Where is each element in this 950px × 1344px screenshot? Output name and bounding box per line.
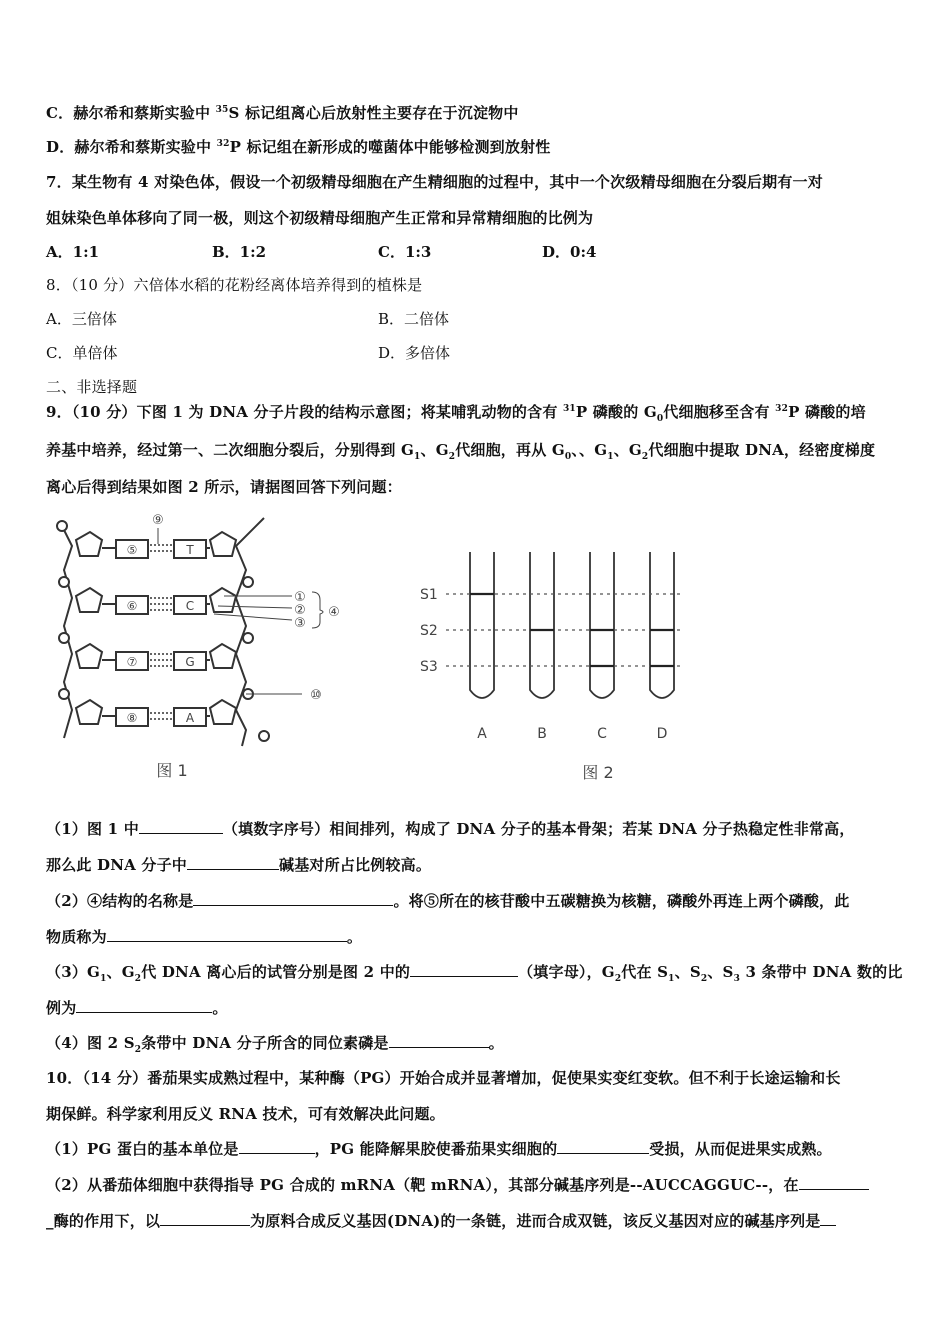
tube-a	[470, 552, 494, 698]
q9-stem-line1: 9．（10 分）下图 1 为 DNA 分子片段的结构示意图；将某哺乳动物的含有 $^{31}$P 磷酸的 $G_0$代细胞移至含有 $^{32}$P 磷酸的培	[46, 403, 866, 424]
sugar-left-4	[76, 700, 102, 724]
sugar-right-2	[210, 588, 236, 612]
answer-blank[interactable]	[389, 1033, 489, 1048]
q8-option-d: D．多倍体	[378, 344, 451, 362]
q9-part1-line1: （1）图 1 中 （填数字序号）相间排列，构成了 DNA 分子的基本骨架；若某 DNA 分子热稳定性非常高，	[46, 820, 855, 838]
sugar-right-3	[210, 644, 236, 668]
figure-2-centrifuge-tubes	[410, 540, 700, 790]
q10-part1: （1）PG 蛋白的基本单位是 ，PG 能降解果胶使番茄果实细胞的 受损，从而促进果实成熟。	[46, 1140, 832, 1158]
q9-part2-line2: 物质称为 。	[46, 928, 363, 946]
q8-option-a: A．三倍体	[46, 310, 117, 328]
answer-blank[interactable]	[410, 962, 518, 977]
label-3: ③	[294, 616, 306, 631]
band-label-s3: S3	[420, 659, 438, 675]
q9-part3-line1: $(3)G_1$、$G_2$代 DNA 离心后的试管分别是图 2 中的 （填字母），$G_2$代在 $S_1$、$S_2$、$S_3$ 3 条带中 DNA 数的比	[46, 963, 903, 984]
answer-blank[interactable]	[799, 1175, 869, 1190]
answer-blank[interactable]	[193, 891, 393, 906]
band-label-s2: S2	[420, 623, 438, 639]
label-c: C	[185, 599, 195, 613]
figure-1-dna-structure	[46, 510, 366, 790]
q7-option-c: C．1:3	[378, 243, 432, 261]
answer-blank[interactable]	[820, 1211, 836, 1226]
sugar-left-3	[76, 644, 102, 668]
sugar-left-1	[76, 532, 102, 556]
q10-part2-line1: （2）从番茄体细胞中获得指导 PG 合成的 mRNA（靶 mRNA），其部分碱基序列是--AUCCAGGUC--，在	[46, 1175, 906, 1195]
label-10: ⑩	[310, 688, 322, 703]
q10-stem-line2: 期保鲜。科学家利用反义 RNA 技术，可有效解决此问题。	[46, 1105, 445, 1123]
q7-stem-line2: 姐妹染色单体移向了同一极，则这个初级精母细胞产生正常和异常精细胞的比例为	[46, 209, 594, 227]
phosphate-left-3	[59, 633, 69, 643]
tube-label-b: B	[537, 726, 547, 742]
q8-stem: 8．（10 分）六倍体水稻的花粉经离体培养得到的植株是	[46, 276, 423, 294]
label-g: G	[185, 655, 195, 669]
section-heading: 二、非选择题	[46, 378, 138, 396]
tube-label-a: A	[477, 726, 487, 742]
sugar-right-1	[210, 532, 236, 556]
answer-blank[interactable]	[139, 819, 223, 834]
q7-option-b: B．1:2	[212, 243, 267, 261]
phosphate-left-2	[59, 577, 69, 587]
phosphate-right-4	[259, 731, 269, 741]
q10-stem-line1: 10．（14 分）番茄果实成熟过程中，某种酶（PG）开始合成并显著增加，促使果实变红变软。但不利于长途运输和长	[46, 1069, 841, 1087]
label-1: ①	[294, 590, 306, 605]
phosphate-right-2	[243, 633, 253, 643]
label-a: A	[185, 711, 195, 725]
tube-b	[530, 552, 554, 698]
q7-stem-line1: 7．某生物有 4 对染色体，假设一个初级精母细胞在产生精细胞的过程中，其中一个次级精母细胞在分裂后期有一对	[46, 173, 823, 191]
answer-blank[interactable]	[160, 1211, 250, 1226]
q8-option-b: B．二倍体	[378, 310, 450, 328]
tube-c	[590, 552, 614, 698]
q9-part3-line2: 例为 。	[46, 999, 228, 1017]
tube-label-d: D	[656, 726, 668, 742]
label-9: ⑨	[152, 513, 164, 528]
band-label-s1: S1	[420, 587, 438, 603]
answer-blank[interactable]	[187, 855, 279, 870]
q9-part1-line2: 那么此 DNA 分子中 碱基对所占比例较高。	[46, 856, 432, 874]
sugar-left-2	[76, 588, 102, 612]
label-7: ⑦	[126, 655, 138, 669]
answer-blank[interactable]	[107, 927, 347, 942]
answer-blank[interactable]	[557, 1139, 649, 1154]
label-2: ②	[294, 603, 306, 618]
q10-part2-line2: _酶的作用下，以 为原料合成反义基因(DNA)的一条链，进而合成双链，该反义基因对应的碱基序列是	[46, 1211, 906, 1231]
label-4: ④	[328, 605, 340, 620]
phosphate-right-1	[243, 577, 253, 587]
answer-blank[interactable]	[239, 1139, 315, 1154]
tube-label-c: C	[597, 726, 607, 742]
q7-option-a: A．1:1	[46, 243, 100, 261]
answer-blank[interactable]	[76, 998, 212, 1013]
figure-2-caption: 图 2	[582, 763, 614, 782]
q7-option-d: D．0:4	[542, 243, 597, 261]
label-5: ⑤	[126, 543, 138, 557]
sugar-right-4	[210, 700, 236, 724]
q6-option-d: D．赫尔希和蔡斯实验中 $^{32}$P 标记组在新形成的噬菌体中能够检测到放射性	[46, 138, 551, 156]
label-t: T	[186, 543, 194, 557]
tube-d	[650, 552, 674, 698]
label-6: ⑥	[126, 599, 138, 613]
phosphate-left-1	[57, 521, 67, 531]
phosphate-left-4	[59, 689, 69, 699]
q9-stem-line3: 离心后得到结果如图 2 所示，请据图回答下列问题：	[46, 478, 402, 496]
q9-part4: （4）图 2 $S_2$条带中 DNA 分子所含的同位素磷是 。	[46, 1034, 504, 1055]
figure-1-caption: 图 1	[156, 761, 188, 780]
q6-option-c: C．赫尔希和蔡斯实验中 $^{35}$S 标记组离心后放射性主要存在于沉淀物中	[46, 104, 519, 122]
q9-stem-line2: 养基中培养，经过第一、二次细胞分裂后，分别得到 $G_1$、$G_2$代细胞，再从 $G_0$、、$G_1$、$G_2$代细胞中提取 DNA，经密度梯度	[46, 441, 876, 462]
label-8: ⑧	[126, 711, 138, 725]
q9-part2-line1: （2）④结构的名称是 。将⑤所在的核苷酸中五碳糖换为核糖，磷酸外再连上两个磷酸，此	[46, 892, 850, 910]
q8-option-c: C．单倍体	[46, 344, 118, 362]
